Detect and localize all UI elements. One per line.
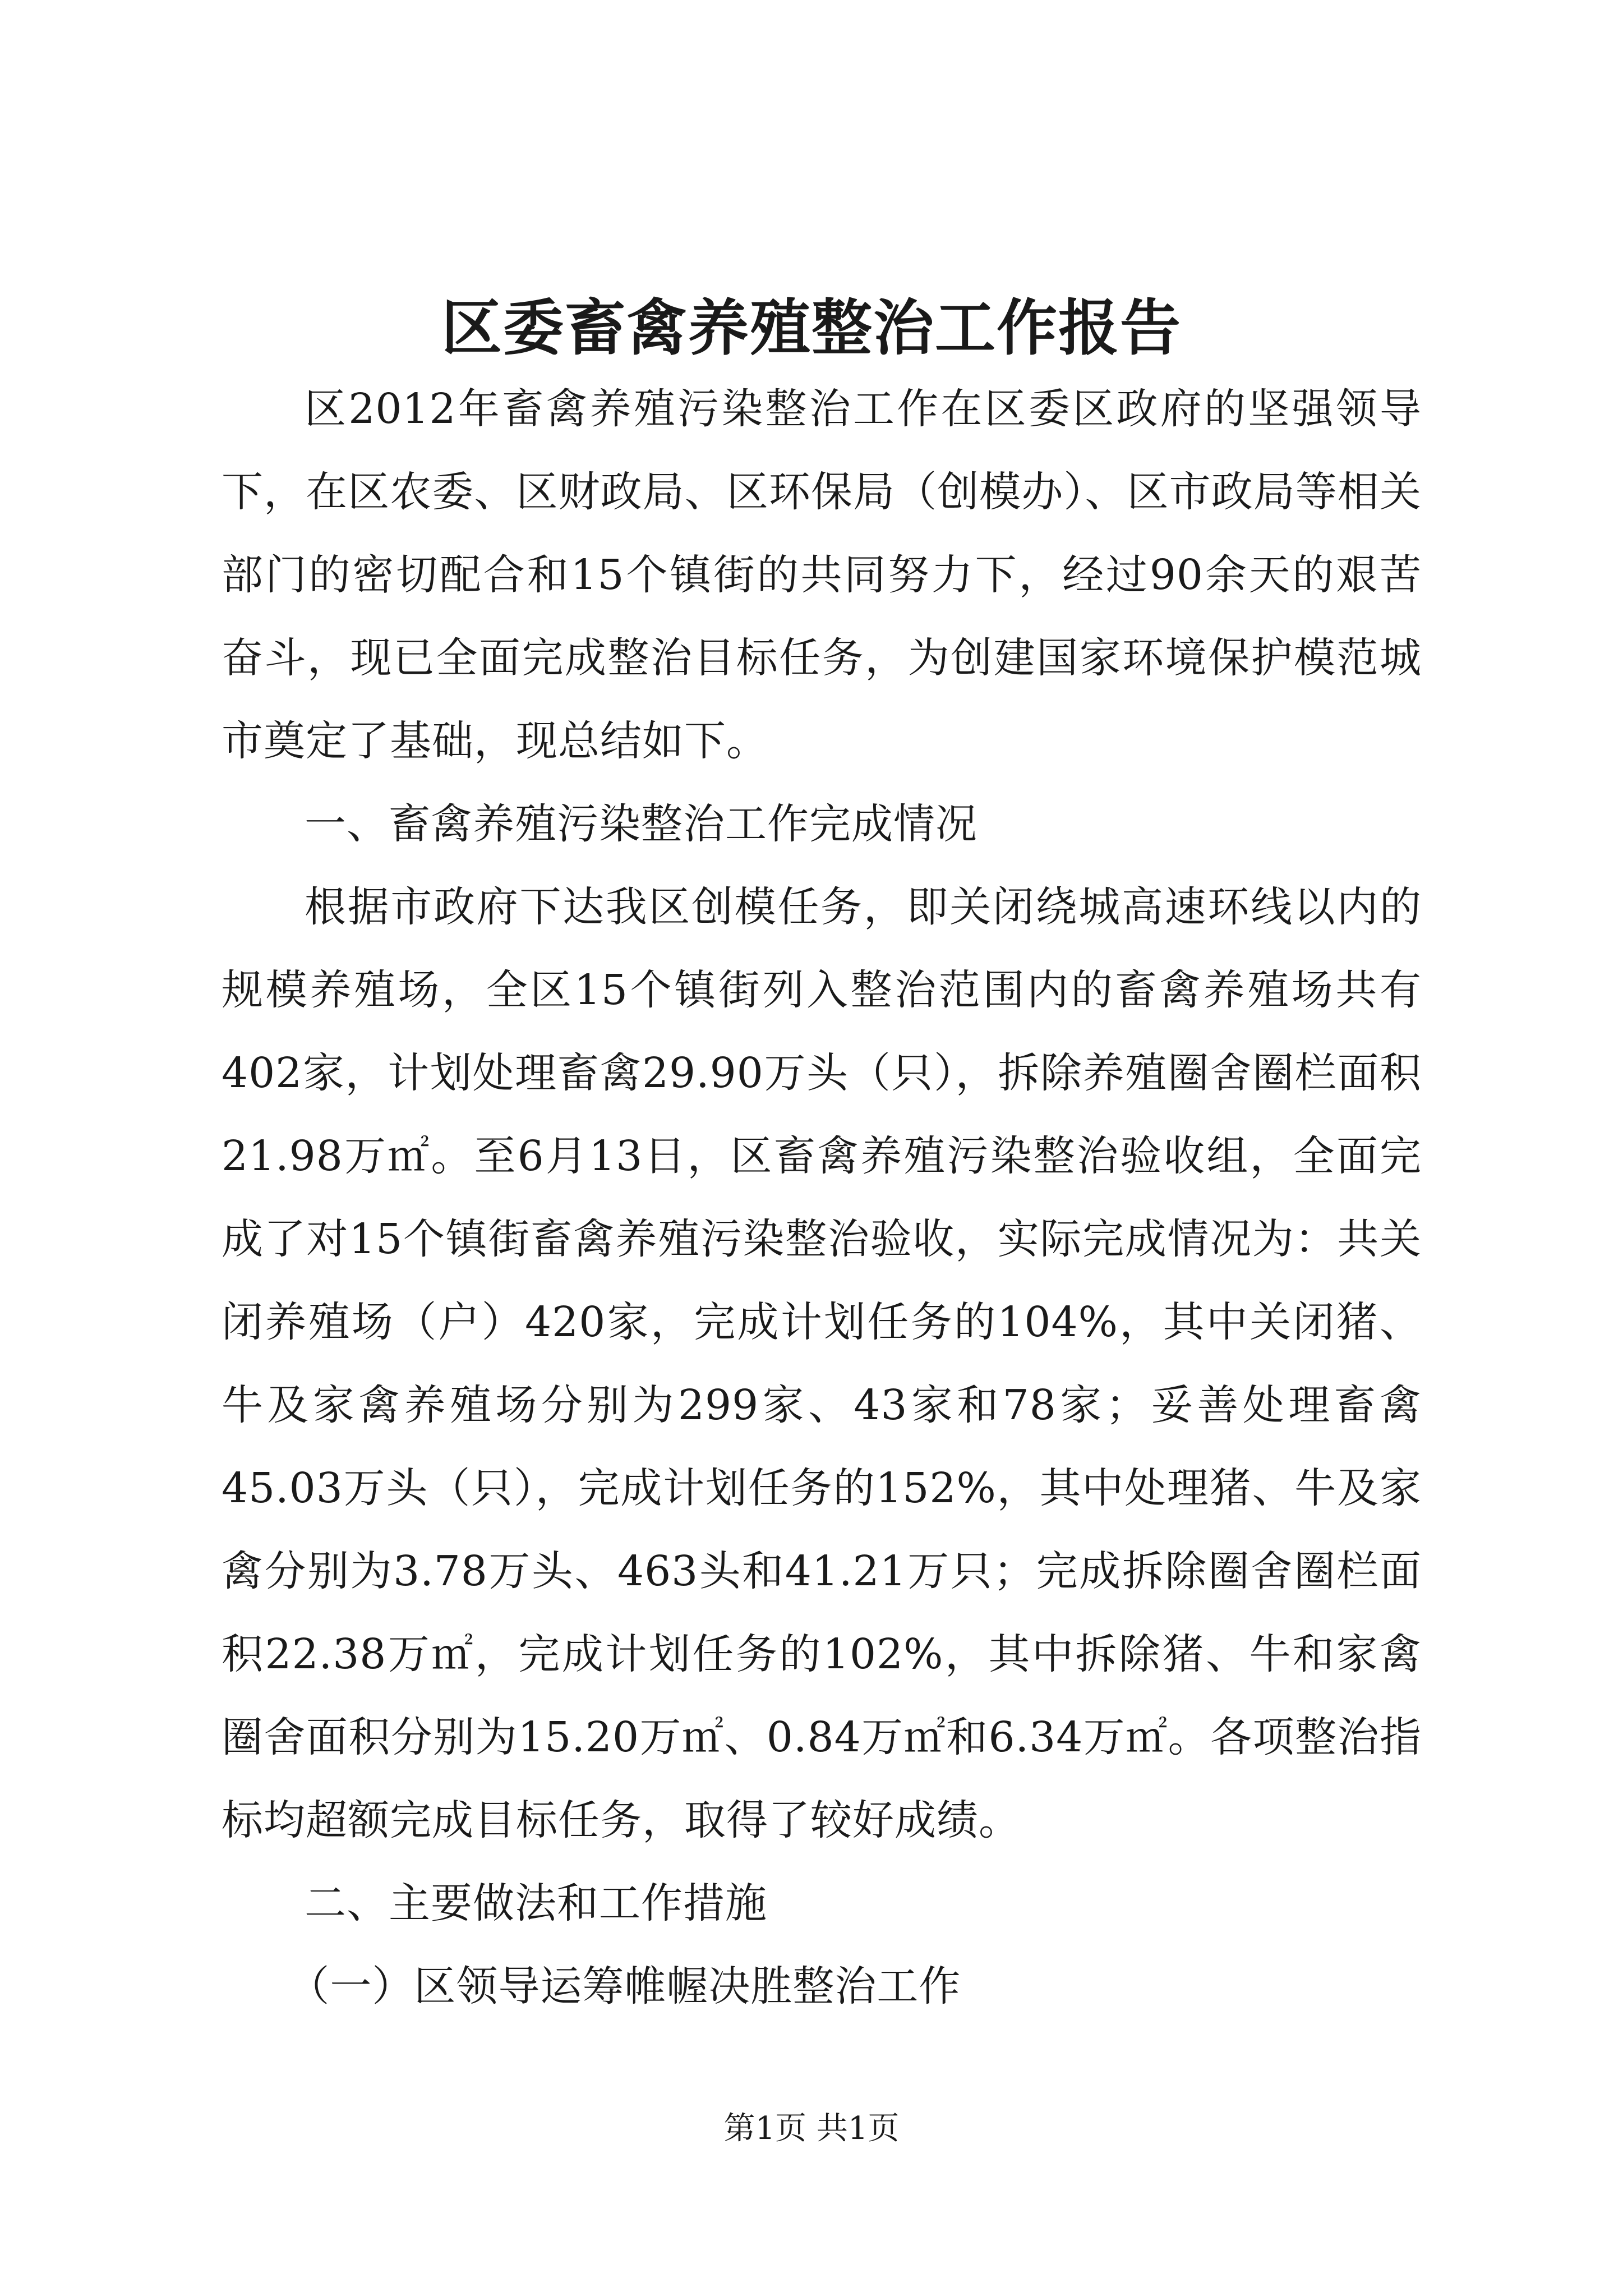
subsection-heading-1: （一）区领导运筹帷幄决胜整治工作	[288, 1962, 961, 2010]
page-footer: 第1页 共1页	[723, 2110, 900, 2147]
section-heading-1: 一、畜禽养殖污染整治工作完成情况	[305, 800, 978, 848]
paragraph-completion: 根据市政府下达我区创模任务，即关闭绕城高速环线以内的规模养殖场，全区15个镇街列入整治范围内的畜禽养殖场共有402家，计划处理畜禽29.90万头（只），拆除养殖圈舍圈栏面积21.98万㎡。至6月13日，区畜禽养殖污染整治验收组，全面完成了对15个镇街畜禽养殖污染整治验收，实际完成情况为：共关闭养殖场（户）420家，完成计划任务的104%，其中关闭猪、牛及家禽养殖场分别为299家、43家和78家；妥善处理畜禽45.03万头（只），完成计划任务的152%，其中处理猪、牛及家禽分别为3.78万头、463头和41.21万只；完成拆除圈舍圈栏面积22.38万㎡，完成计划任务的102%，其中拆除猪、牛和家禽圈舍面积分别为15.20万㎡、0.84万㎡和6.34万㎡。各项整治指标均超额完成目标任务，取得了较好成绩。	[222, 883, 1422, 1844]
section-heading-2: 二、主要做法和工作措施	[305, 1879, 767, 1927]
page-title: 区委畜禽养殖整治工作报告	[441, 293, 1182, 364]
paragraph-intro: 区2012年畜禽养殖污染整治工作在区委区政府的坚强领导下，在区农委、区财政局、区环保局（创模办）、区市政局等相关部门的密切配合和15个镇街的共同努力下，经过90余天的艰苦奋斗，现已全面完成整治目标任务，为创建国家环境保护模范城市奠定了基础，现总结如下。	[222, 385, 1422, 765]
document-body	[222, 367, 1422, 2028]
